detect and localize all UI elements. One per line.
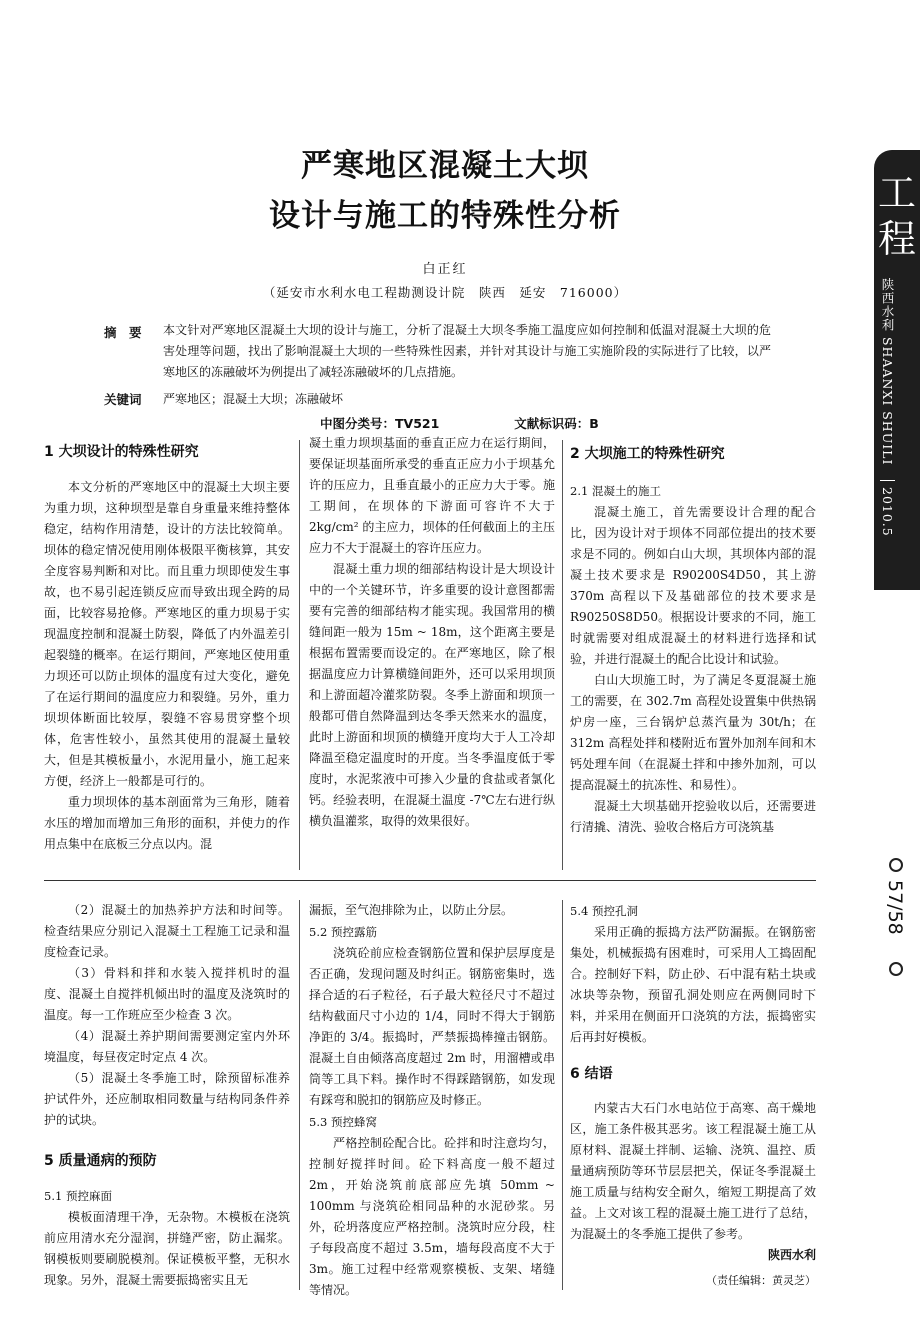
bottom-column-1 <box>44 900 290 1291</box>
list-item: （4）混凝土养护期间需要测定室内外环境温度，每昼夜定时定点 4 次。 <box>44 1029 290 1064</box>
section-6-heading: 6 结语 <box>570 1066 613 1082</box>
paragraph: 混凝土施工，首先需要设计合理的配合比，因为设计对于坝体不同部位提出的技术要求是不同的。例如白山大坝，其坝体内部的混凝土技术要求是 R90200S4D50，其上游 370m 高程以下及基础部位的技术要求是 R90250S8D50。根据设计要求的不同，施工时就需要对组成混凝土的材料进行选择和试验，并进行混凝土的配合比设计和试验。 <box>570 505 816 666</box>
section-label: 工程 <box>877 171 916 261</box>
keywords-label: 关键词 <box>104 392 142 407</box>
abstract-label: 摘 要 <box>104 325 142 340</box>
affiliation: （延安市水利水电工程勘测设计院 陕西 延安 716000） <box>262 285 628 300</box>
classification-line <box>320 414 599 432</box>
list-item: （2）混凝土的加热养护方法和时间等。检查结果应分别记入混凝土工程施工记录和温度检查记录。 <box>44 903 290 959</box>
paragraph: 本文分析的严寒地区中的混凝土大坝主要为重力坝，这种坝型是靠自身重量来维持整体稳定，结构作用清楚，设计的方法比较简单。坝体的稳定情况使用刚体极限平衡核算，其安全度容易判断和对比。而且重力坝即使发生事故，也不易引起连锁反应而导致出现全跨的局面，比较容易抢修。严寒地区的重力坝易于实现温度控制和混凝土防裂，降低了内外温差引起裂缝的概率。在运行期间，严寒地区使用重力坝还可以防止坝体的温度有过大变化，避免了在运行期间的温度应力和裂缝。另外，重力坝坝体断面比较厚，裂缝不容易贯穿整个坝体，危害性较小，虽然其使用的混凝土量较大，但是其模板量小，水泥用量小，施工起来方便，经济上一般都是可行的。 <box>44 480 290 788</box>
subsection-2-1-heading: 2.1 混凝土的施工 <box>570 484 661 498</box>
column-divider <box>299 440 300 870</box>
paper-title-line1: 严寒地区混凝土大坝 <box>301 148 589 184</box>
paragraph: 内蒙古大石门水电站位于高寒、高干燥地区，施工条件极其恶劣。该工程混凝土施工从原材料、混凝土拌制、运输、浇筑、温控、质量通病预防等环节层层把关，保证冬季混凝土施工质量与结构安全耐久，缩短工期提高了效益。上文对该工程的混凝土施工进行了总结，为混凝土的冬季施工提供了参考。 <box>570 1101 816 1241</box>
paragraph: 浇筑砼前应检查钢筋位置和保护层厚度是否正确，发现问题及时纠正。钢筋密集时，选择合适的石子粒径，石子最大粒径尺寸不超过结构截面尺寸小边的 1/4，同时不得大于钢筋净距的 3/4。振捣时，严禁振捣棒撞击钢筋。混凝土自由倾落高度超过 2m 时，用溜槽或串筒等工具下料。操作时不得踩踏钢筋，如发现有踩弯和脱扣的钢筋应及时修正。 <box>309 946 555 1107</box>
bottom-column-3 <box>570 900 816 1291</box>
abstract-text: 本文针对严寒地区混凝土大坝的设计与施工，分析了混凝土大坝冬季施工温度应如何控制和低温对混凝土大坝的危害处理等问题，找出了影响混凝土大坝的一些特殊性因素，并针对其设计与施工实施阶段的实际进行了比较，以严寒地区的冻融破坏为例提出了减轻冻融破坏的几点措施。 <box>163 323 771 379</box>
bottom-column-2 <box>309 900 555 1301</box>
journal-signature: 陕西水利 <box>767 1248 816 1262</box>
top-column-2 <box>309 433 555 832</box>
paragraph: 模板面清理干净，无杂物。木模板在浇筑前应用清水充分湿润，拼缝严密，防止漏浆。钢模板则要刷脱模剂。保证模板平整，无积水现象。另外，混凝土需要振捣密实且无 <box>44 1210 290 1287</box>
column-divider <box>562 440 563 870</box>
list-item: （3）骨料和拌和水装入搅拌机时的温度、混凝土自搅拌机倾出时的温度及浇筑时的温度。每一工作班应至少检查 3 次。 <box>44 966 290 1022</box>
list-item: （5）混凝土冬季施工时，除预留标准养护试件外，还应制取相同数量与结构同条件养护的试块。 <box>44 1071 290 1127</box>
keywords-text: 严寒地区；混凝土大坝；冻融破坏 <box>163 392 344 406</box>
circle-mark-icon <box>889 858 903 872</box>
paragraph: 白山大坝施工时，为了满足冬夏混凝土施工的需要，在 302.7m 高程处设置集中供热锅炉房一座，三台锅炉总蒸汽量为 30t/h；在 312m 高程处拌和楼附近布置外加剂车间和木钙处理车间（在混凝土拌和中掺外加剂，可以提高混凝土的抗冻性、和易性）。 <box>570 673 816 792</box>
author: 白正红 <box>422 262 468 277</box>
editor-note: （责任编辑：黄灵芝） <box>706 1274 816 1287</box>
paragraph: 混凝土重力坝的细部结构设计是大坝设计中的一个关键环节，许多重要的设计意图都需要有完善的细部结构才能实现。我国常用的横缝间距一般为 15m ~ 18m，这个距离主要是根据布置需要而设定的。在严寒地区，除了根据温度应力计算横缝间距外，还可以采用坝顶和上游面超冷灌浆防裂。冬季上游面和坝顶一般都可借自然降温到达冬季天然来水的温度，此时上游面和坝顶的横缝开度均大于人工冷却降温至稳定温度时的开度。当冬季温度低于零度时，水泥浆液中可掺入少量的食盐或者氯化钙。经验表明，在混凝土温度 -7℃左右进行纵横负温灌浆，取得的效果很好。 <box>309 562 555 828</box>
paragraph: 漏振，至气泡排除为止，以防止分层。 <box>309 903 514 917</box>
paragraph: 重力坝坝体的基本剖面常为三角形，随着水压的增加而增加三角形的面积，并使力的作用点集中在底板三分点以内。混 <box>44 795 290 851</box>
section-2-heading: 2 大坝施工的特殊性研究 <box>570 446 725 462</box>
clc-number: 中图分类号：TV521 <box>320 416 440 431</box>
paragraph: 混凝土大坝基础开挖验收以后，还需要进行清撬、清洗、验收合格后方可浇筑基 <box>570 799 816 834</box>
top-column-1 <box>44 440 290 855</box>
section-1-heading: 1 大坝设计的特殊性研究 <box>44 444 199 460</box>
issue-date: 2010.5 <box>880 480 895 537</box>
circle-mark-icon <box>889 962 903 976</box>
subsection-5-3-heading: 5.3 预控蜂窝 <box>309 1115 377 1129</box>
paragraph: 凝土重力坝坝基面的垂直正应力在运行期间，要保证坝基面所承受的垂直正应力小于坝基允许的压应力，且垂直最小的正应力大于零。施工期间，在坝体的下游面可容许不大于 2kg/cm² 的主应力，坝体的任何截面上的主压应力不大于混凝土的容许压应力。 <box>309 436 555 555</box>
section-5-heading: 5 质量通病的预防 <box>44 1153 157 1169</box>
top-column-3 <box>570 442 816 838</box>
column-divider <box>562 900 563 1290</box>
paragraph: 严格控制砼配合比。砼拌和时注意均匀，控制好搅拌时间。砼下料高度一般不超过 2m，开始浇筑前底部应先填 50mm ~ 100mm 与浇筑砼相同品种的水泥砂浆。另外，砼坍落度应严格控制。浇筑时应分段，柱子每段高度不超过 3.5m，墙每段高度不大于 3m。施工过程中经常观察模板、支架、堵缝等情况。 <box>309 1136 555 1297</box>
subsection-5-2-heading: 5.2 预控露筋 <box>309 925 377 939</box>
paper-title-line2: 设计与施工的特殊性分析 <box>269 198 621 234</box>
journal-side-tab <box>874 150 920 590</box>
subsection-5-4-heading: 5.4 预控孔洞 <box>570 904 638 918</box>
paragraph: 采用正确的振捣方法严防漏振。在钢筋密集处，机械振捣有困难时，可采用人工捣固配合。控制好下料，防止砂、石中混有粘土块或冰块等杂物，预留孔洞处则应在两侧同时下料，并采用在侧面开口浇筑的方法，振捣密实后再封好模板。 <box>570 925 816 1044</box>
section-separator <box>44 880 816 881</box>
document-code: 文献标识码：B <box>514 416 599 431</box>
journal-name-issue <box>878 278 896 537</box>
journal-name: 陕西水利 SHAANXI SHUILI <box>880 278 895 466</box>
page-number: 57/58 <box>884 880 906 935</box>
column-divider <box>299 900 300 1290</box>
subsection-5-1-heading: 5.1 预控麻面 <box>44 1189 112 1203</box>
